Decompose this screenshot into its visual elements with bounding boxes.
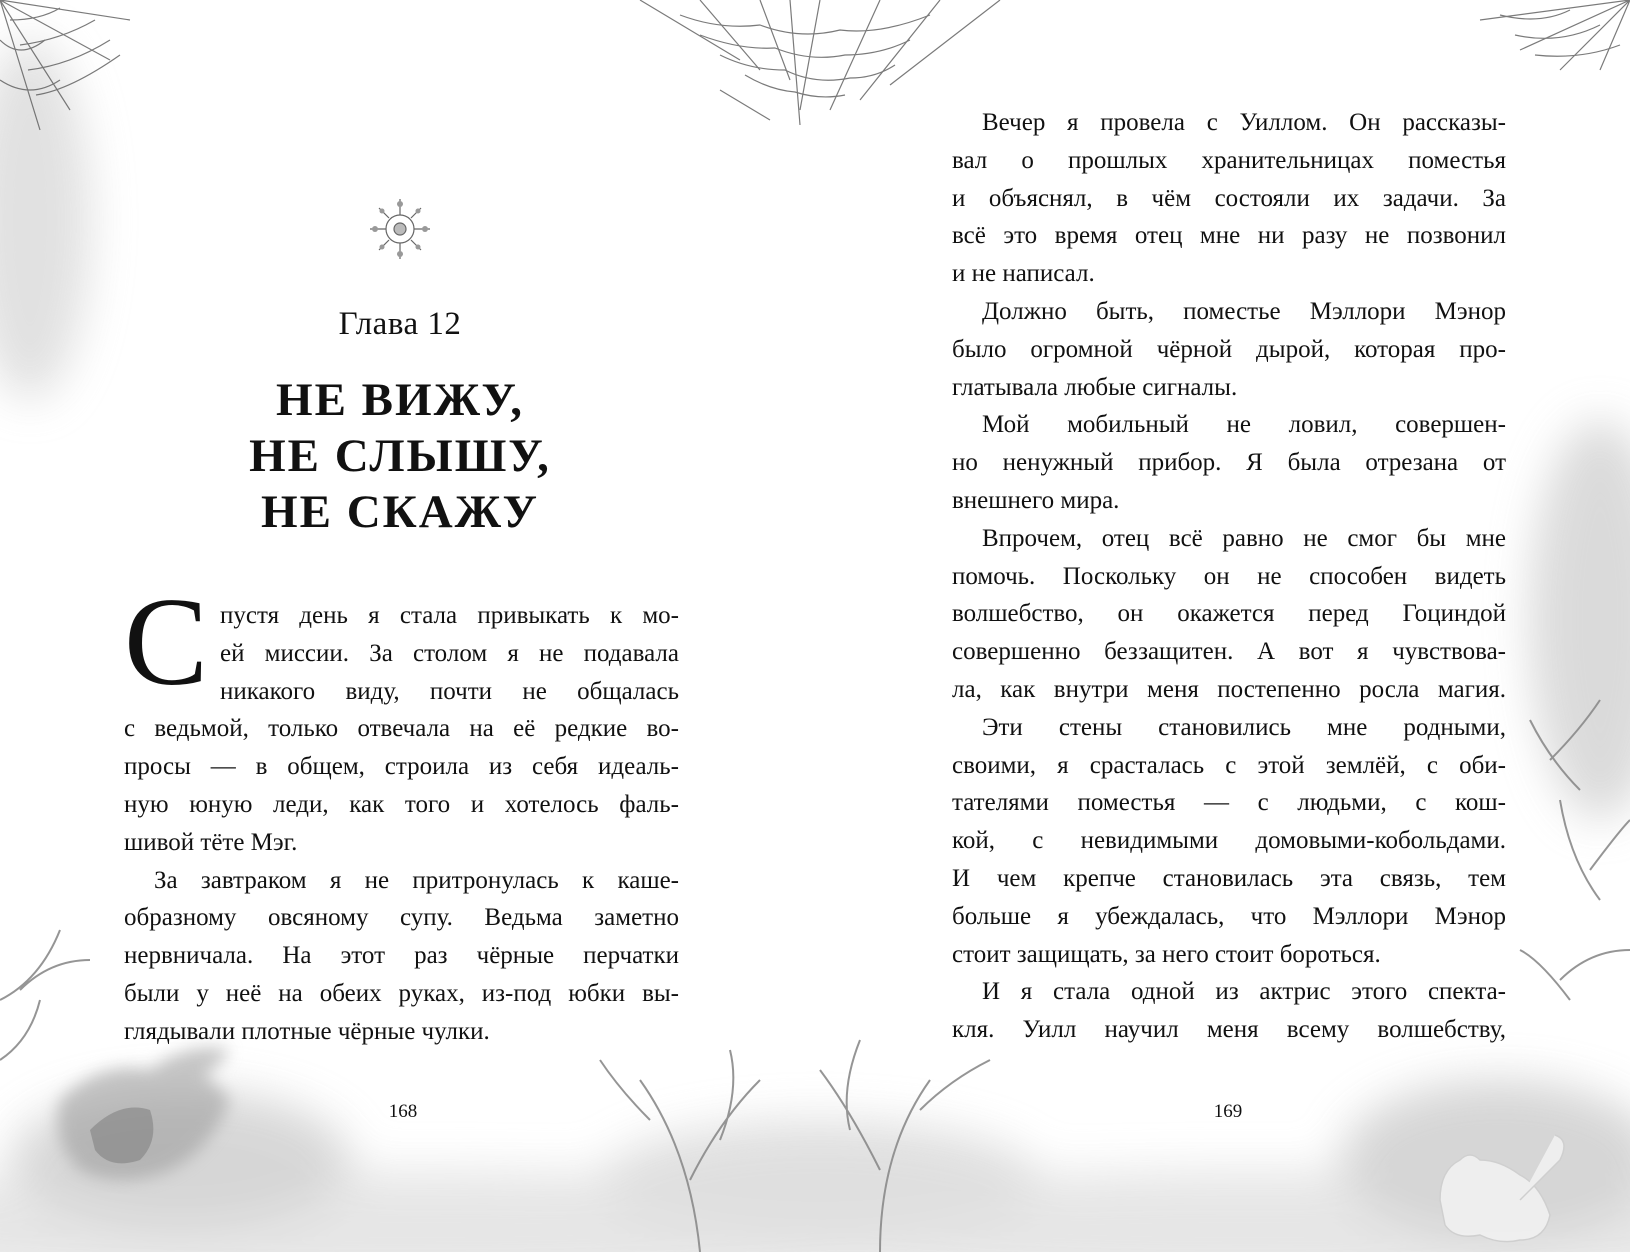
text-line: было огромной чёрной дырой, которая про- [952, 335, 1506, 363]
floral-ornament-icon [367, 196, 433, 262]
text-line: Впрочем, отец всё равно не смог бы мне [982, 524, 1506, 552]
page-number: 168 [388, 1101, 418, 1122]
text-line: ла, как внутри меня постепенно росла магия. [952, 675, 1506, 703]
text-line: были у неё на обеих руках, из-под юбки вы- [124, 979, 679, 1007]
paragraph [952, 293, 1506, 406]
text-line: просы — в общем, строила из себя идеаль- [124, 753, 679, 781]
text-line: ную юную леди, как того и хотелось фаль- [124, 790, 679, 818]
chapter-title-line: НЕ СЛЫШУ, [249, 430, 551, 482]
text-line: глядывали плотные чёрные чулки. [124, 1017, 490, 1045]
chapter-title [120, 372, 680, 540]
text-line: с ведьмой, только отвечала на её редкие во- [124, 715, 679, 743]
text-line: И чем крепче становилась эта связь, тем [952, 864, 1506, 892]
text-line: кой, с невидимыми домовыми-кобольдами. [952, 827, 1506, 855]
text-line: всё это время отец мне ни разу не позвонил [952, 222, 1506, 250]
text-line: пустя день я стала привыкать к мо- [220, 602, 679, 629]
text-line: нервничала. На этот раз чёрные перчатки [124, 942, 679, 970]
text-line: Должно быть, поместье Мэллори Мэнор [982, 297, 1506, 325]
paragraph [952, 406, 1506, 519]
text-line: Эти стены становились мне родными, [982, 713, 1506, 741]
paragraph [124, 597, 679, 862]
text-line: вал о прошлых хранительницах поместья [952, 146, 1506, 174]
page-number: 169 [1213, 1101, 1243, 1122]
text-line: ей миссии. За столом я не подавала [220, 639, 679, 667]
chapter-title-line: НЕ ВИЖУ, [276, 374, 524, 426]
paragraph [124, 862, 679, 1051]
paragraph [952, 709, 1506, 974]
text-line: шивой тёте Мэг. [124, 828, 298, 856]
text-line: тателями поместья — с людьми, с кош- [952, 789, 1506, 817]
left-body-text [124, 597, 679, 1051]
paragraph [952, 973, 1506, 1049]
text-line: больше я убеждалась, что Мэллори Мэнор [952, 902, 1506, 930]
text-line: волшебство, он окажется перед Гоциндой [952, 600, 1506, 628]
text-line: своими, я срасталась с этой землёй, с оби- [952, 751, 1506, 779]
text-line: Вечер я провела с Уиллом. Он рассказы- [982, 109, 1506, 136]
text-line: внешнего мира. [952, 486, 1120, 514]
text-line: помочь. Поскольку он не способен видеть [952, 562, 1506, 590]
text-line: стоит защищать, за него стоит бороться. [952, 940, 1381, 968]
text-line: образному овсяному супу. Ведьма заметно [124, 904, 679, 932]
text-line: И я стала одной из актрис этого спекта- [982, 978, 1506, 1006]
text-line: но ненужный прибор. Я была отрезана от [952, 449, 1506, 477]
paragraph [952, 520, 1506, 709]
text-line: и не написал. [952, 260, 1095, 288]
text-line: совершенно беззащитен. А вот я чувствова- [952, 638, 1506, 666]
text-line: кля. Уилл научил меня всему волшебству, [952, 1016, 1506, 1044]
text-line: За завтраком я не притронулась к каше- [154, 866, 679, 894]
chapter-number: Глава 12 [338, 306, 462, 342]
text-line: Мой мобильный не ловил, совершен- [982, 411, 1506, 439]
text-line: и объяснял, в чём состояли их задачи. За [952, 184, 1506, 212]
right-body-text [952, 104, 1506, 1049]
paragraph [952, 104, 1506, 293]
text-line: глатывала любые сигналы. [952, 373, 1238, 401]
text-line: никакого виду, почти не общалась [220, 677, 679, 705]
drop-cap: С [124, 573, 209, 712]
chapter-title-line: НЕ СКАЖУ [261, 486, 539, 538]
